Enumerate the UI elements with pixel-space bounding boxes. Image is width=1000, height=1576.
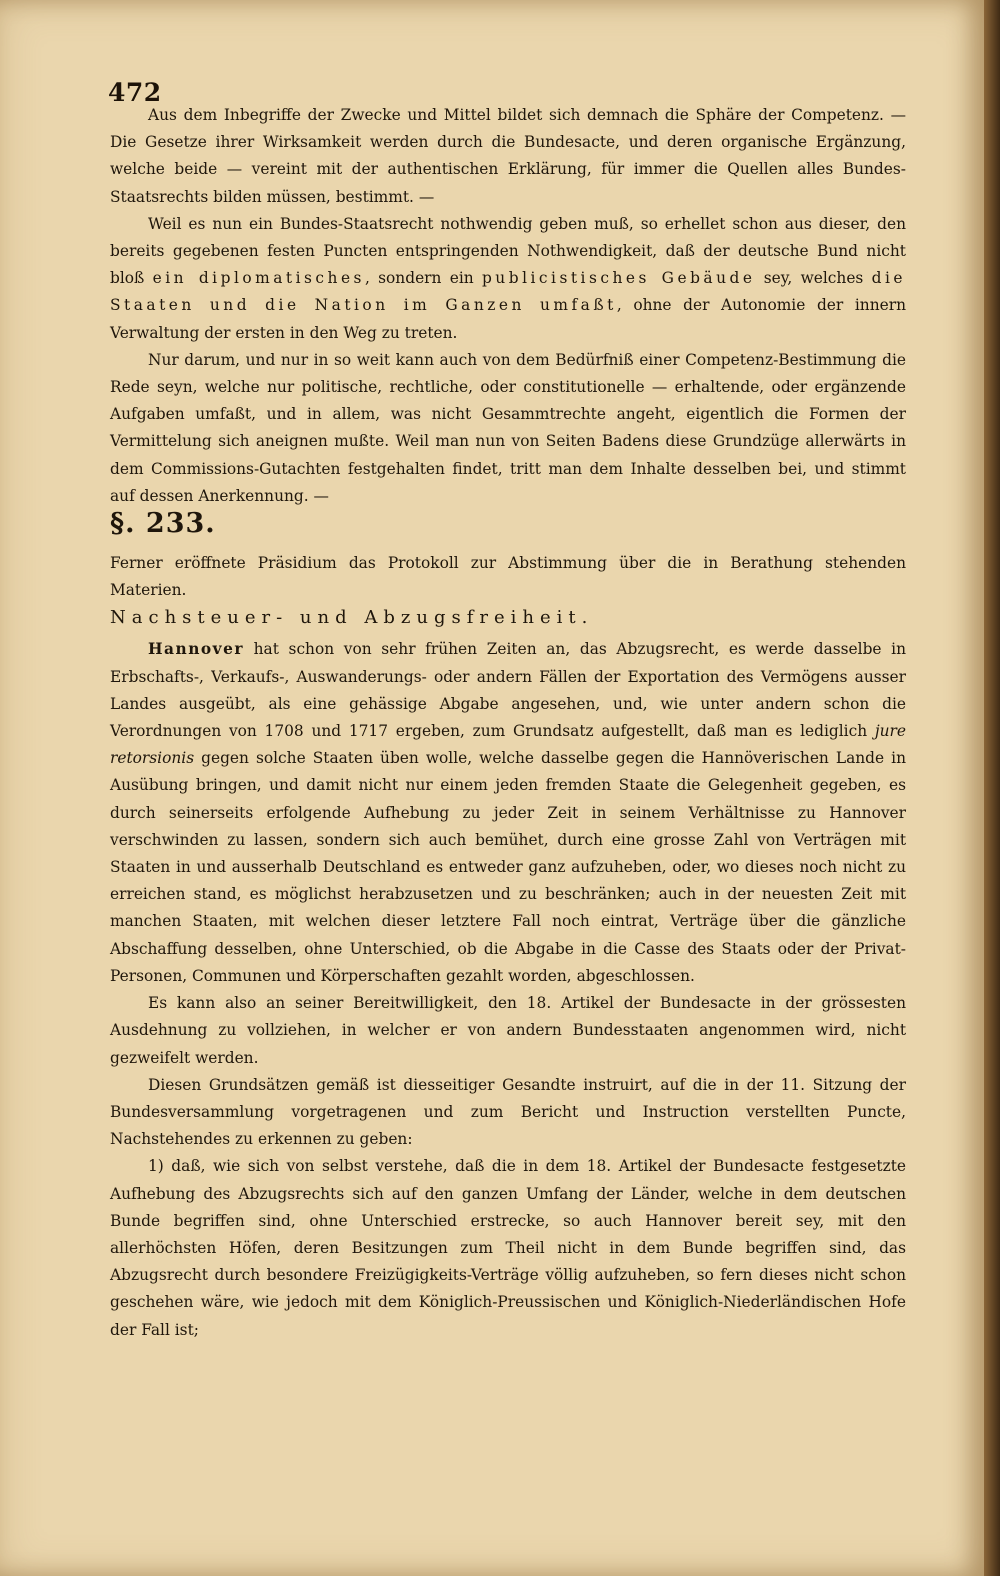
text-run: die Staaten und die Nation im Ganzen umfaßt xyxy=(110,269,907,315)
section-heading: §. 233. xyxy=(110,508,216,540)
text-run: Aus dem Inbegriffe der Zwecke und Mittel bildet sich demnach die Sphäre der Competenz. — Die Gesetze ihrer Wirksamkeit werden durch die Bundesacte, und deren organische Ergänzung, welche beide — vereint mit der authentischen Erklärung, für immer die Quellen alles Bundes-Staatsrechts bilden müssen, bestimmt. — xyxy=(110,106,906,206)
paragraph xyxy=(110,636,906,990)
text-run: jure retorsionis xyxy=(110,722,906,768)
text-run: Weil es nun ein Bundes-Staatsrecht nothwendig geben muß, so erhellet schon aus dieser, den bereits gegebenen festen Puncten entspringenden Nothwendigkeit, daß der deutsche Bund nicht bloß xyxy=(110,214,906,288)
paragraph xyxy=(110,347,906,510)
intro-text xyxy=(110,102,906,510)
text-run: ein diplomatisches xyxy=(152,269,365,288)
text-run: Ferner eröffnete Präsidium das Protokoll zur Abstimmung über die in Berathung stehenden Materien. xyxy=(110,554,906,600)
text-run: sey, welches xyxy=(755,269,872,288)
text-run: hat schon von sehr frühen Zeiten an, das Abzugsrecht, es werde dasselbe in Erbschafts-, Verkaufs-, Auswanderungs- oder andern Fällen der Exportation des Vermögens ausser Landes ausgeübt, als eine gehässige Abgabe angesehen, und, wie unter andern schon die Verordnungen von 1708 und 1717 ergeben, zum Grundsatz aufgestellt, daß man es lediglich xyxy=(110,640,906,741)
page-text xyxy=(110,102,906,1344)
page-edge xyxy=(984,0,1000,1576)
paragraph xyxy=(110,211,906,347)
text-run: , sondern ein xyxy=(364,269,482,288)
text-run: gegen solche Staaten üben wolle, welche dasselbe gegen die Hannöverischen Lande in Ausübung bringen, und damit nicht nur einem jeden fremden Staate die Gelegenheit gegeben, es durch seinerseits erfolgende Aufhebung zu jeder Zeit in seinem Verhältnisse zu Hannover verschwinden zu lassen, sondern sich auch bemühet, durch eine grosse Zahl von Verträgen mit Staaten in und ausserhalb Deutschland es entweder ganz aufzuheben, oder, wo dieses noch nicht zu erreichen stand, es möglichst herabzusetzen und zu beschränken; auch in der neuesten Zeit mit manchen Staaten, mit welchen dieser letztere Fall noch eintrat, Verträge über die gänzliche Abschaffung desselben, ohne Unterschied, ob die Abgabe in die Casse des Staats oder der Privat-Personen, Communen und Körperschaften gezahlt worden, abgeschlossen. xyxy=(110,749,906,985)
section-text xyxy=(110,550,906,604)
subheading: Nachsteuer- und Abzugsfreiheit. xyxy=(110,607,594,629)
text-run: Hannover xyxy=(148,640,245,659)
text-run: Nur darum, und nur in so weit kann auch von dem Bedürfniß einer Competenz-Bestimmung die Rede seyn, welche nur politische, rechtliche, oder constitutionelle — erhaltende, oder ergänzende Aufgaben umfaßt, und in allem, was nicht Gesammtrechte angeht, eigentlich die Formen der Vermittelung sich aneignen mußte. Weil man nun von Seiten Badens diese Grundzüge allerwärts in dem Commissions-Gutachten festgehalten findet, tritt man dem Inhalte desselben bei, und stimmt auf dessen Anerkennung. — xyxy=(110,350,906,505)
paragraph xyxy=(110,1072,906,1154)
text-run: 1) daß, wie sich von selbst verstehe, daß die in dem 18. Artikel der Bundesacte festgesetzte Aufhebung des Abzugsrechts sich auf den ganzen Umfang der Länder, welche in dem deutschen Bunde begriffen sind, ohne Unterschied erstrecke, so auch Hannover bereit sey, mit den allerhöchsten Höfen, deren Besitzungen zum Theil nicht in dem Bunde begriffen sind, das Abzugsrecht durch besondere Freizügigkeits-Verträge völlig aufzuheben, so fern dieses nicht schon geschehen wäre, wie jedoch mit dem Königlich-Preussischen und Königlich-Niederländischen Hofe der Fall ist; xyxy=(110,1157,906,1339)
subsection-text xyxy=(110,636,906,1343)
text-run: Es kann also an seiner Bereitwilligkeit, den 18. Artikel der Bundesacte in der grössesten Ausdehnung zu vollziehen, in welcher er von andern Bundesstaaten angenommen wird, nicht gezweifelt werden. xyxy=(110,994,906,1067)
text-run: publicistisches Gebäude xyxy=(481,269,756,288)
text-run: Diesen Grundsätzen gemäß ist diesseitiger Gesandte instruirt, auf die in der 11. Sitzung der Bundesversammlung vorgetragenen und zum Bericht und Instruction verstellten Puncte, Nachstehendes zu erkennen zu geben: xyxy=(110,1075,906,1149)
paragraph xyxy=(110,550,906,604)
paragraph xyxy=(110,990,906,1072)
paragraph xyxy=(110,1153,906,1343)
text-run: , ohne der Autonomie der innern Verwaltung der ersten in den Weg zu treten. xyxy=(110,296,906,342)
paragraph xyxy=(110,102,906,211)
page-number: 472 xyxy=(108,78,162,107)
